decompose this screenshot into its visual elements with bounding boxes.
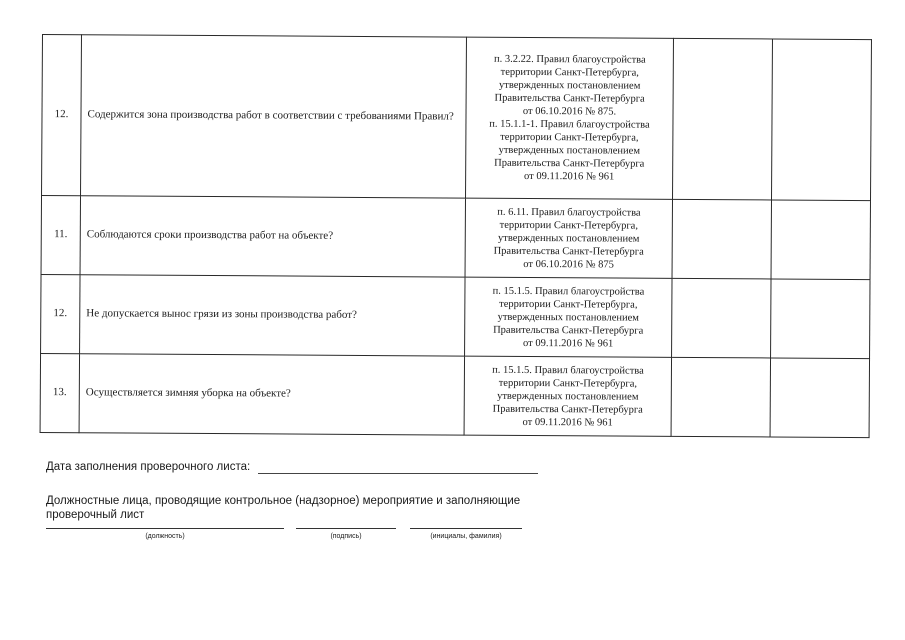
answer-cell[interactable]: [672, 199, 771, 279]
answer-cell[interactable]: [672, 278, 771, 358]
initials-line: [410, 528, 522, 540]
reference-line: территории Санкт-Петербурга,: [498, 377, 638, 390]
row-question: Соблюдаются сроки производства работ на объекте?: [80, 196, 465, 277]
position-line: [46, 528, 284, 540]
reference-line: п. 3.2.22. Правил благоустройства: [493, 53, 646, 66]
note-cell[interactable]: [771, 39, 871, 201]
fill-date-line: [46, 460, 566, 474]
reference-line: утвержденных постановлением: [498, 232, 640, 245]
signature-line: [296, 528, 396, 540]
reference-line: от 06.10.2016 № 875.: [522, 105, 617, 118]
officials-text: Должностные лица, проводящие контрольное (надзорное) мероприятие и заполняющие проверочный лист: [46, 495, 521, 521]
reference-line: территории Санкт-Петербурга,: [500, 66, 639, 79]
reference-line: утвержденных постановлением: [497, 311, 639, 324]
fill-date-label: Дата заполнения проверочного листа:: [46, 461, 251, 473]
reference-line: п. 6.11. Правил благоустройства: [497, 206, 641, 219]
row-question: Не допускается вынос грязи из зоны производства работ?: [80, 275, 465, 356]
fill-date-blank: [258, 460, 538, 474]
reference-line: утвержденных постановлением: [497, 390, 639, 403]
checklist-table: [40, 34, 872, 438]
row-legal-reference: [464, 356, 671, 436]
note-cell[interactable]: [771, 200, 870, 280]
table-row: [41, 274, 870, 358]
reference-line: п. 15.1.5. Правил благоустройства: [492, 285, 645, 298]
reference-line: Правительства Санкт-Петербурга: [494, 92, 645, 105]
reference-line: Правительства Санкт-Петербурга: [492, 403, 643, 416]
note-cell[interactable]: [771, 279, 870, 359]
row-question: Осуществляется зимняя уборка на объекте?: [79, 354, 464, 435]
initials-caption: (инициалы, фамилия): [430, 533, 502, 540]
table-row: [40, 353, 869, 437]
row-number: 13.: [40, 353, 79, 432]
reference-line: Правительства Санкт-Петербурга: [493, 245, 644, 258]
reference-line: территории Санкт-Петербурга,: [499, 298, 638, 311]
row-question: Содержится зона производства работ в соответствии с требованиями Правил?: [81, 35, 467, 198]
checklist-rows: [40, 35, 871, 438]
signature-row: [46, 528, 526, 552]
row-legal-reference: [465, 198, 672, 278]
reference-line: от 06.10.2016 № 875: [523, 258, 614, 270]
row-legal-reference: [465, 277, 672, 357]
reference-line: п. 15.1.1-1. Правил благоустройства: [489, 118, 650, 131]
reference-line: от 09.11.2016 № 961: [522, 416, 613, 428]
reference-line: Правительства Санкт-Петербурга: [494, 157, 645, 170]
reference-line: утвержденных постановлением: [498, 79, 641, 92]
note-cell[interactable]: [770, 358, 869, 438]
reference-line: Правительства Санкт-Петербурга: [493, 324, 644, 337]
table-row: [42, 35, 872, 201]
reference-line: территории Санкт-Петербурга,: [499, 219, 639, 232]
checklist-table-wrap: [40, 34, 862, 438]
reference-line: от 09.11.2016 № 961: [522, 337, 614, 349]
signature-caption: (подпись): [330, 533, 362, 540]
row-number: 11.: [41, 196, 80, 275]
reference-line: п. 15.1.5. Правил благоустройства: [492, 364, 644, 377]
row-number: 12.: [42, 35, 82, 196]
row-legal-reference: [466, 37, 674, 199]
answer-cell[interactable]: [673, 38, 773, 200]
reference-line: утвержденных постановлением: [498, 144, 641, 157]
position-caption: (должность): [145, 533, 185, 540]
answer-cell[interactable]: [671, 357, 770, 437]
table-row: [41, 196, 870, 280]
reference-line: территории Санкт-Петербурга,: [500, 131, 639, 144]
row-number: 12.: [41, 274, 80, 353]
reference-line: от 09.11.2016 № 961: [523, 170, 615, 183]
